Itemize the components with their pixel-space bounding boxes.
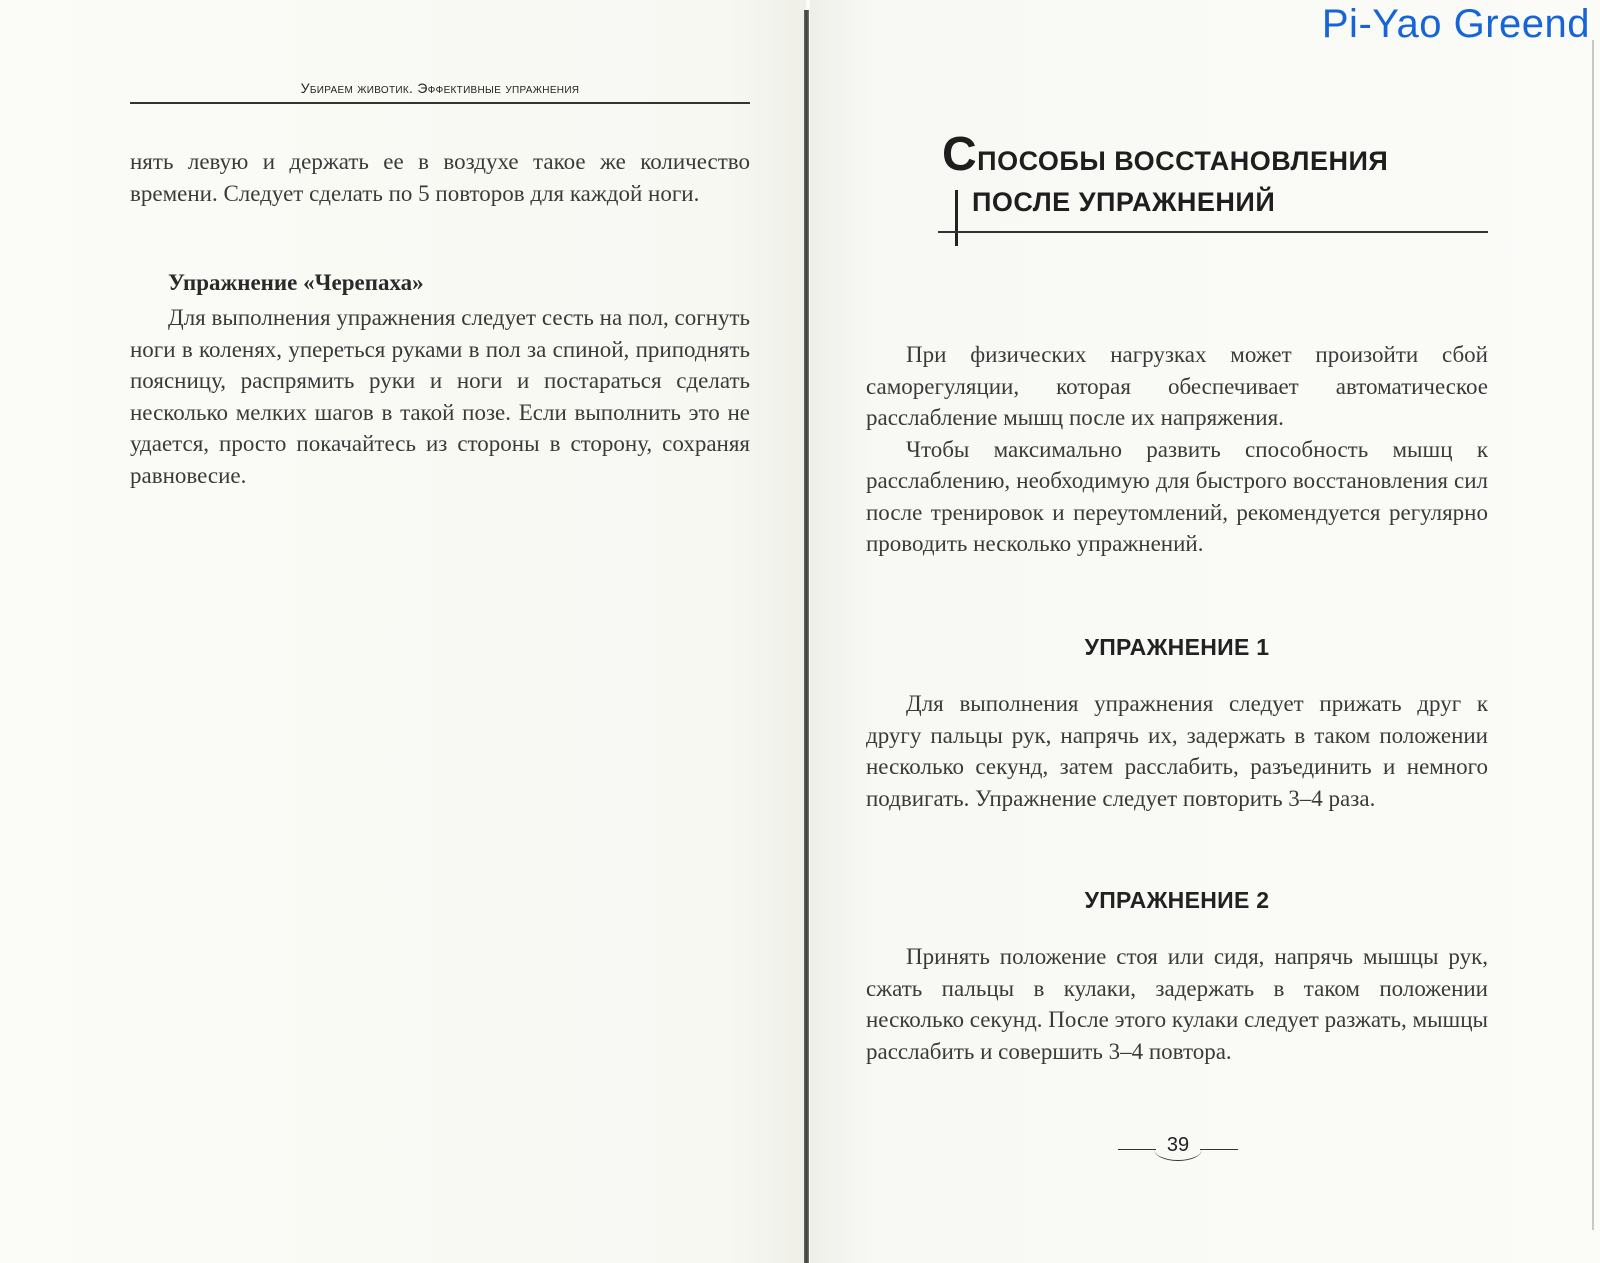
exercise-2-heading: УПРАЖНЕНИЕ 2	[1084, 887, 1270, 913]
chapter-title-rule	[938, 231, 1488, 233]
page-edge	[1592, 40, 1594, 1230]
exercise-1-heading: УПРАЖНЕНИЕ 1	[1084, 634, 1270, 660]
intro-paragraph-2: Чтобы максимально развить способность мышц к расслаблению, необходимую для быстрого восстановления сил после тренировок и переутомлений, рекомендуется регулярно проводить несколько упражнений.	[866, 436, 1488, 556]
chapter-title-line-1-rest: ПОСОБЫ ВОССТАНОВЛЕНИЯ	[977, 146, 1389, 176]
exercise-turtle-paragraph: Для выполнения упражнения следует сесть на пол, согнуть ноги в коленях, упереться руками в пол за спиной, приподнять поясницу, распрямить руки и ноги и постараться сделать несколько мелких шагов в такой позе. Если выполнить это не удается, просто покачайтесь из стороны в сторону, сохраняя равновесие.	[130, 305, 750, 488]
running-head: Убираем животик. Эффективные упражнения	[300, 80, 580, 96]
chapter-title	[942, 128, 1389, 221]
exercise-2-paragraph: Принять положение стоя или сидя, напрячь мышцы рук, сжать пальцы в кулаки, задержать в таком положении несколько секунд. После этого кулаки следует разжать, мышцы расслабить и совершить 3–4 повтора.	[866, 944, 1488, 1064]
running-head-rule	[130, 102, 750, 104]
book-gutter	[804, 10, 809, 1263]
exercise-1-paragraph: Для выполнения упражнения следует прижать друг к другу пальцы рук, напрячь их, задержать в таком положении несколько секунд, затем расслабить, разъединить и немного подвигать. Упражнение следует повторить 3–4 раза.	[866, 691, 1488, 811]
intro-text	[866, 339, 1488, 560]
continued-paragraph: нять левую и держать ее в воздухе такое же количество времени. Следует сделать по 5 повторов для каждой ноги.	[130, 149, 750, 206]
exercise-title-turtle: Упражнение «Черепаха»	[168, 270, 424, 295]
chapter-title-line-1	[942, 128, 1389, 181]
page-number-ornament	[1118, 1132, 1238, 1168]
chapter-title-vertical-bar	[955, 190, 958, 246]
watermark-text: Pi-Yao Greend	[1321, 2, 1590, 46]
page-number: 39	[1166, 1134, 1190, 1156]
chapter-title-initial: С	[942, 128, 978, 181]
intro-paragraph-1: При физических нагрузках может произойти сбой саморегуляции, которая обеспечивает автоматическое расслабление мышц после их напряжения.	[866, 342, 1488, 430]
chapter-title-line-2: ПОСЛЕ УПРАЖНЕНИЙ	[972, 187, 1276, 217]
